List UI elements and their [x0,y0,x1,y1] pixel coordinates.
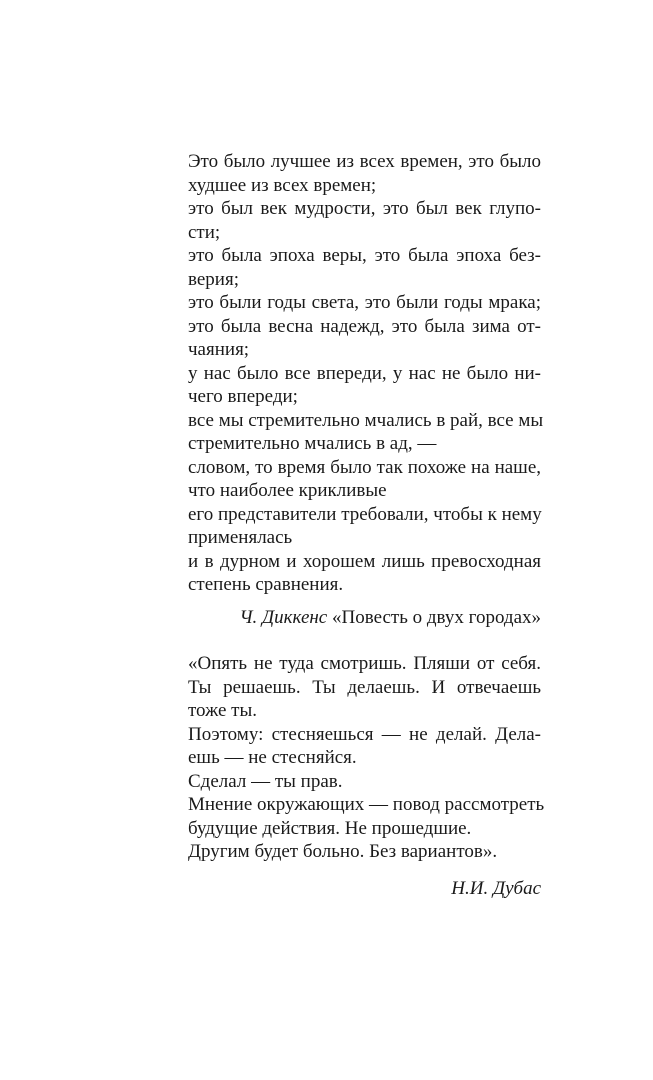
text-line: и в дурном и хорошем лишь превосходная [188,550,541,572]
text-line: применялась [188,527,293,548]
text-line: «Опять не туда смотришь. Пляши от себя. [188,653,541,674]
text-line: у нас было все впереди, у нас не было ни- [188,362,541,384]
text-line: чаяния; [188,339,250,360]
attribution-dickens [239,606,541,629]
attribution-author: Н.И. Дубас [451,878,541,899]
text-line: Другим будет больно. Без вариантов». [188,841,498,862]
text-line: Поэтому: стесняешься — не делай. Дела- [188,723,541,745]
attribution-dubas [451,877,541,900]
text-line: сти; [188,221,221,243]
text-line: словом, то время было так похоже на наше, [188,456,541,478]
text-line: чего впереди; [188,386,298,407]
text-line: это был век мудрости, это был век глупо- [188,198,541,219]
text-line: что наиболее крикливые [188,480,387,501]
text-line: это были годы света, это были годы мрака; [188,292,541,313]
text-line: Сделал — ты прав. [188,770,343,792]
text-line: стремительно мчались в ад, — [188,433,437,454]
text-line: верия; [188,268,239,290]
text-line: это была весна надежд, это была зима от- [188,315,541,337]
text-line: Ты решаешь. Ты делаешь. И отвечаешь [188,676,541,698]
text-line: тоже ты. [188,700,257,721]
text-line: будущие действия. Не прошедшие. [188,817,472,839]
text-line: это была эпоха веры, это была эпоха без- [188,245,541,266]
text-line: все мы стремительно мчались в рай, все мы [188,409,544,431]
attribution-author: Ч. Диккенс [239,607,328,628]
attribution-work: «Повесть о двух городах» [332,607,541,628]
text-line: Это было лучшее из всех времен, это было [188,151,541,172]
epigraph-dickens [188,150,544,597]
text-line: Мнение окружающих — повод рассмотреть [188,794,545,815]
text-line: ешь — не стесняйся. [188,747,357,768]
text-line: его представители требовали, чтобы к нему [188,503,542,525]
epigraph-dubas [188,652,545,864]
text-line: худшее из всех времен; [188,174,377,196]
text-line: степень сравнения. [188,574,344,595]
